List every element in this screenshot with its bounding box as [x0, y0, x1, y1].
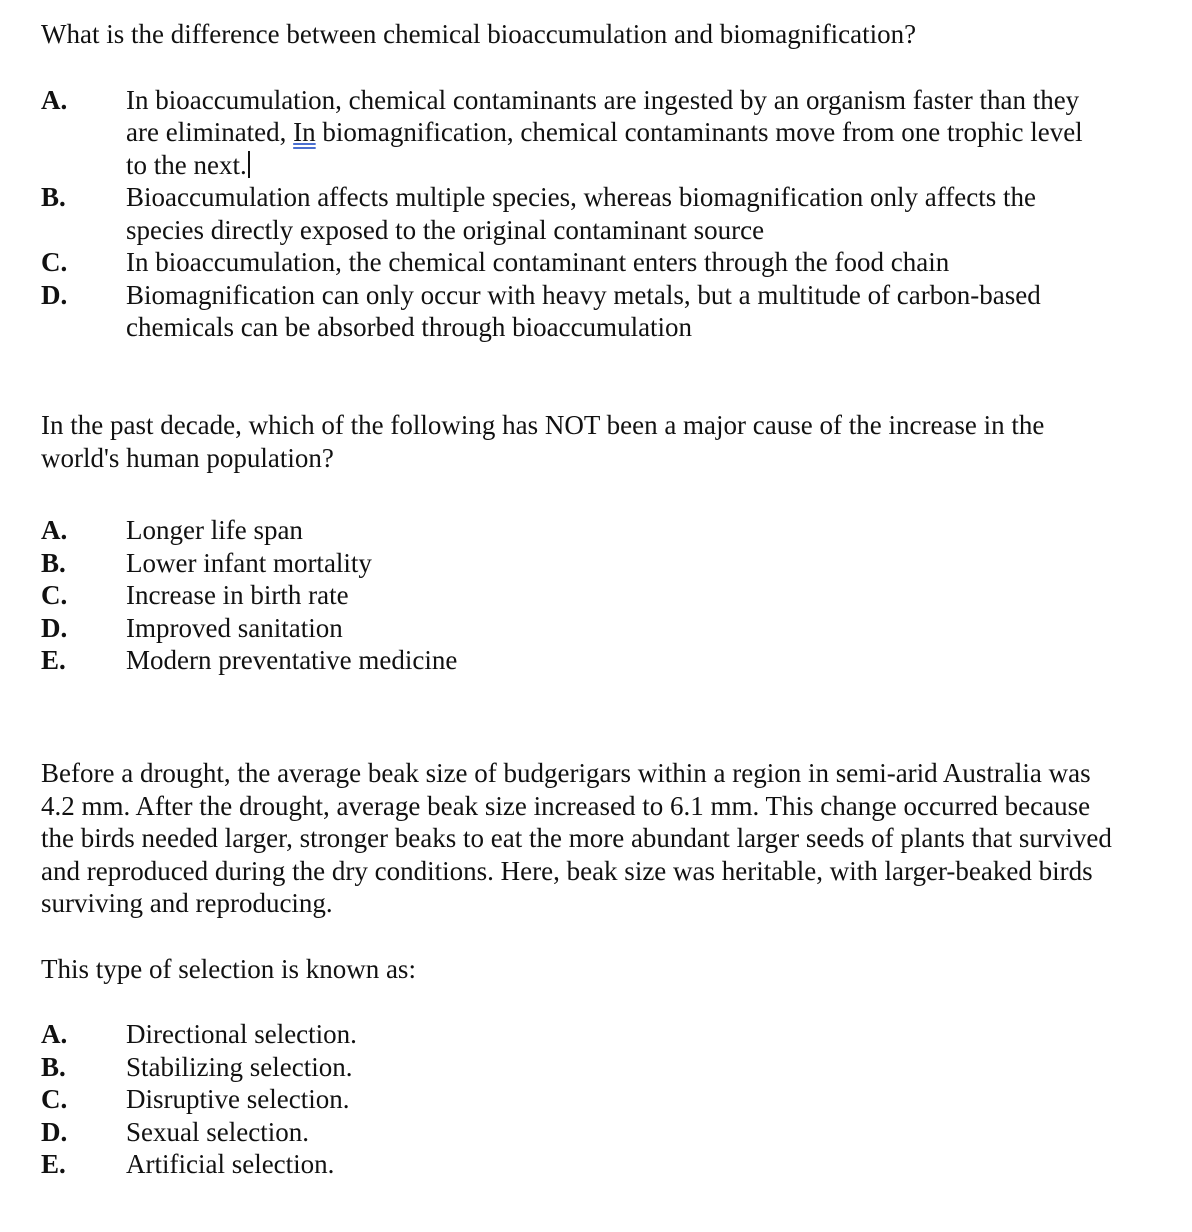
question-3-option-d	[41, 1116, 1121, 1149]
question-2-option-e	[41, 644, 1121, 677]
question-2-stem: In the past decade, which of the following has NOT been a major cause of the increase in the world's human population?	[41, 410, 1045, 473]
question-3-prompt: This type of selection is known as:	[41, 953, 416, 984]
option-text: Disruptive selection.	[126, 1084, 350, 1114]
option-letter: A.	[41, 515, 68, 545]
question-1-options	[41, 84, 1121, 344]
option-letter: E.	[41, 645, 66, 675]
text-cursor	[248, 151, 250, 178]
option-text: Modern preventative medicine	[126, 645, 458, 675]
option-letter: B.	[41, 547, 66, 578]
question-1-option-d	[41, 279, 1121, 344]
option-text: Artificial selection.	[126, 1149, 335, 1179]
question-2-option-a	[41, 514, 1121, 547]
underlined-word: In	[293, 117, 316, 147]
option-letter: D.	[41, 1116, 68, 1147]
option-letter: A.	[41, 84, 68, 115]
option-letter: C.	[41, 247, 68, 277]
question-3-options	[41, 1018, 1121, 1181]
question-2-option-d	[41, 612, 1121, 645]
option-text-part-2: biomagnification, chemical contaminants move from one trophic level to the next.	[126, 117, 1083, 180]
question-3-option-b	[41, 1051, 1121, 1084]
option-letter: D.	[41, 279, 68, 310]
option-text: Bioaccumulation affects multiple species, whereas biomagnification only affects the species directly exposed to the original contaminant source	[126, 182, 1036, 245]
option-letter: B.	[41, 1051, 66, 1082]
question-2-options	[41, 514, 1121, 677]
question-3-option-c	[41, 1083, 1121, 1116]
option-letter: C.	[41, 580, 68, 610]
question-3-option-e	[41, 1148, 1121, 1181]
option-text: Increase in birth rate	[126, 580, 349, 610]
question-2-option-b	[41, 547, 1121, 580]
option-text: Stabilizing selection.	[126, 1051, 353, 1082]
option-letter: B.	[41, 182, 66, 212]
question-3	[41, 757, 1121, 1181]
question-1-stem: What is the difference between chemical bioaccumulation and biomagnification?	[41, 19, 917, 49]
option-text: Improved sanitation	[126, 612, 343, 643]
question-2	[41, 409, 1121, 677]
option-text[interactable]	[126, 84, 1096, 182]
question-1	[41, 18, 1121, 344]
option-text: Directional selection.	[126, 1019, 357, 1049]
question-1-option-b	[41, 181, 1121, 246]
question-2-option-c	[41, 579, 1121, 612]
question-1-option-a	[41, 84, 1121, 182]
question-3-option-a	[41, 1018, 1121, 1051]
question-1-option-c	[41, 246, 1121, 279]
option-letter: C.	[41, 1084, 68, 1114]
option-text: Lower infant mortality	[126, 547, 372, 578]
question-3-stem: Before a drought, the average beak size of budgerigars within a region in semi-arid Australia was 4.2 mm. After the drought, average beak size increased to 6.1 mm. This change occurred because the birds needed larger, stronger beaks to eat the more abundant larger seeds of plants that survived and reproduced during the dry conditions. Here, beak size was heritable, with larger-beaked birds surviving and reproducing.	[41, 758, 1112, 918]
option-letter: E.	[41, 1149, 66, 1179]
option-text: Longer life span	[126, 515, 303, 545]
option-text: Biomagnification can only occur with heavy metals, but a multitude of carbon-based chemicals can be absorbed through bioaccumulation	[126, 279, 1041, 342]
option-letter: A.	[41, 1019, 68, 1049]
option-text: Sexual selection.	[126, 1116, 309, 1147]
option-text: In bioaccumulation, the chemical contaminant enters through the food chain	[126, 247, 950, 277]
option-letter: D.	[41, 612, 68, 643]
option-text-part-1: In bioaccumulation, chemical contaminants are ingested by an organism faster than they are eliminated,	[126, 84, 1080, 147]
